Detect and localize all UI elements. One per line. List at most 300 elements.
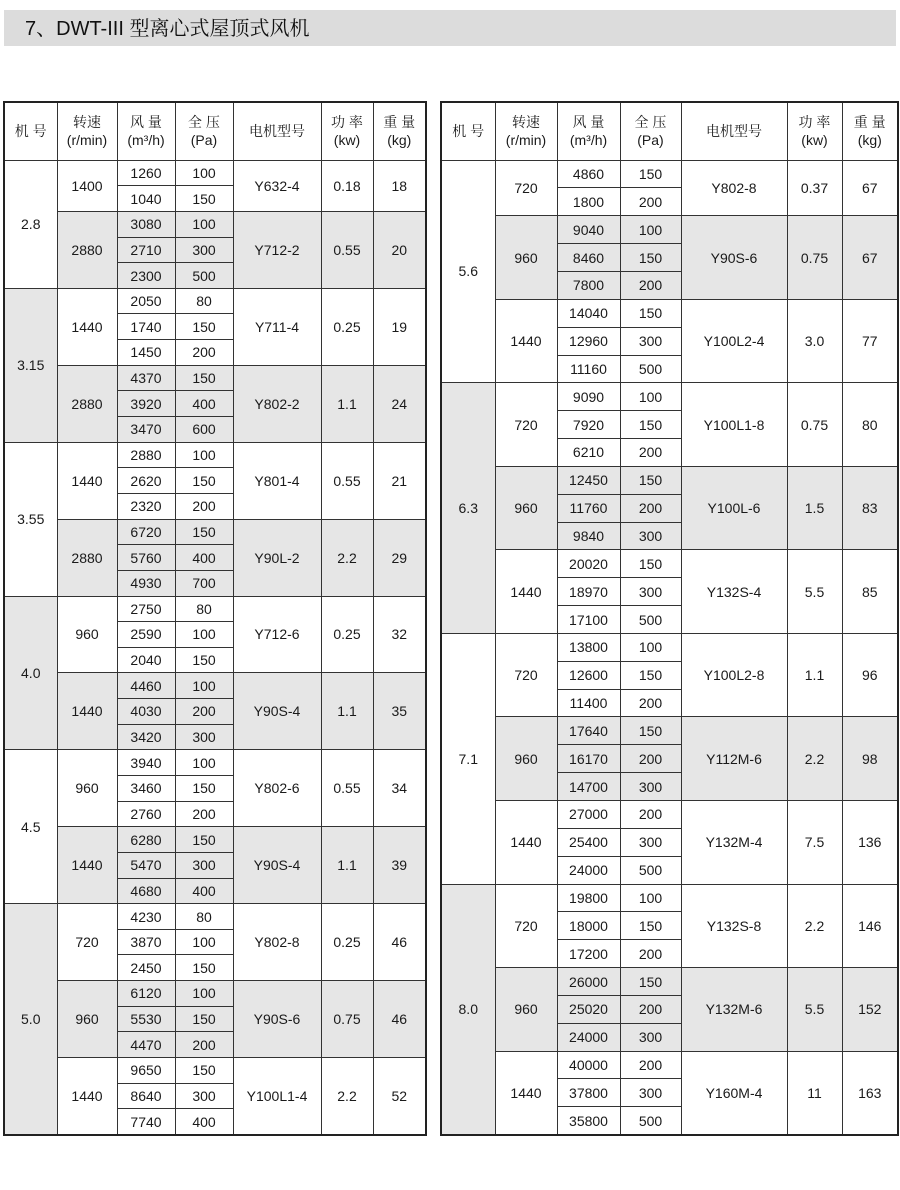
table-row: [4, 750, 426, 776]
flow-cell: 19800: [557, 884, 620, 912]
power-cell: 0.75: [787, 216, 842, 300]
table-row: [441, 1051, 898, 1079]
motor-cell: Y802-2: [233, 365, 321, 442]
weight-cell: 35: [373, 673, 426, 750]
weight-cell: 80: [842, 383, 898, 467]
flow-cell: 25400: [557, 828, 620, 856]
pressure-cell: 400: [175, 391, 233, 417]
flow-cell: 40000: [557, 1051, 620, 1079]
flow-cell: 2880: [117, 442, 175, 468]
flow-cell: 37800: [557, 1079, 620, 1107]
pressure-cell: 150: [175, 365, 233, 391]
right-spec-table: [440, 101, 899, 1136]
weight-cell: 67: [842, 216, 898, 300]
pressure-cell: 200: [175, 340, 233, 366]
header-row: [4, 102, 426, 160]
flow-cell: 3420: [117, 724, 175, 750]
page-title: 7、DWT-III 型离心式屋顶式风机: [25, 18, 310, 40]
header-speed-unit: (r/min): [66, 132, 108, 149]
speed-cell: 720: [495, 383, 557, 467]
weight-cell: 77: [842, 299, 898, 383]
speed-cell: 720: [57, 904, 117, 981]
flow-cell: 4930: [117, 570, 175, 596]
table-row: [441, 633, 898, 661]
motor-cell: Y802-8: [681, 160, 787, 216]
flow-cell: 2590: [117, 622, 175, 648]
flow-cell: 11160: [557, 355, 620, 383]
power-cell: 0.75: [321, 981, 373, 1058]
pressure-cell: 300: [620, 522, 681, 550]
flow-cell: 2760: [117, 801, 175, 827]
flow-cell: 27000: [557, 801, 620, 829]
pressure-cell: 150: [175, 519, 233, 545]
motor-cell: Y160M-4: [681, 1051, 787, 1135]
speed-cell: 1440: [495, 801, 557, 885]
table-row: [4, 519, 426, 545]
motor-cell: Y712-2: [233, 211, 321, 288]
header-flow: [117, 102, 175, 160]
header-model: [441, 102, 495, 160]
flow-cell: 1740: [117, 314, 175, 340]
motor-cell: Y90S-4: [233, 827, 321, 904]
flow-cell: 9040: [557, 216, 620, 244]
pressure-cell: 300: [620, 327, 681, 355]
power-cell: 2.2: [787, 717, 842, 801]
flow-cell: 6120: [117, 981, 175, 1007]
power-cell: 5.5: [787, 968, 842, 1052]
flow-cell: 17200: [557, 940, 620, 968]
power-cell: 1.1: [321, 673, 373, 750]
flow-cell: 9090: [557, 383, 620, 411]
power-cell: 0.55: [321, 442, 373, 519]
motor-cell: Y90S-6: [233, 981, 321, 1058]
header-row: [441, 102, 898, 160]
header-flow-unit: (m³/h): [569, 132, 608, 149]
power-cell: 3.0: [787, 299, 842, 383]
pressure-cell: 100: [175, 750, 233, 776]
model-cell: 5.6: [441, 160, 495, 383]
header-pressure: [175, 102, 233, 160]
pressure-cell: 100: [175, 673, 233, 699]
weight-cell: 67: [842, 160, 898, 216]
speed-cell: 960: [57, 750, 117, 827]
flow-cell: 6720: [117, 519, 175, 545]
flow-cell: 5760: [117, 545, 175, 571]
pressure-cell: 200: [620, 995, 681, 1023]
power-cell: 1.1: [321, 827, 373, 904]
power-cell: 1.1: [321, 365, 373, 442]
pressure-cell: 150: [620, 299, 681, 327]
motor-cell: Y802-8: [233, 904, 321, 981]
flow-cell: 14700: [557, 773, 620, 801]
header-model-label: 机 号: [452, 123, 485, 140]
motor-cell: Y100L-6: [681, 466, 787, 550]
flow-cell: 6210: [557, 439, 620, 467]
table-row: [441, 884, 898, 912]
power-cell: 0.75: [787, 383, 842, 467]
flow-cell: 4230: [117, 904, 175, 930]
power-cell: 1.1: [787, 633, 842, 717]
motor-cell: Y132M-4: [681, 801, 787, 885]
flow-cell: 4860: [557, 160, 620, 188]
weight-cell: 46: [373, 981, 426, 1058]
flow-cell: 35800: [557, 1107, 620, 1135]
power-cell: 0.37: [787, 160, 842, 216]
header-pressure-label: 全 压: [188, 114, 220, 131]
table-row: [4, 981, 426, 1007]
header-weight-label: 重 量: [383, 114, 416, 131]
table-row: [4, 827, 426, 853]
model-cell: 3.55: [4, 442, 57, 596]
pressure-cell: 300: [620, 1079, 681, 1107]
flow-cell: 6280: [117, 827, 175, 853]
header-flow-unit: (m³/h): [127, 132, 165, 149]
pressure-cell: 150: [620, 968, 681, 996]
speed-cell: 2880: [57, 211, 117, 288]
flow-cell: 8640: [117, 1083, 175, 1109]
pressure-cell: 200: [620, 1051, 681, 1079]
speed-cell: 1400: [57, 160, 117, 211]
pressure-cell: 150: [175, 314, 233, 340]
flow-cell: 14040: [557, 299, 620, 327]
pressure-cell: 200: [175, 699, 233, 725]
pressure-cell: 300: [620, 773, 681, 801]
table-row: [441, 550, 898, 578]
speed-cell: 1440: [57, 1058, 117, 1135]
table-row: [441, 801, 898, 829]
title-bar: [4, 10, 896, 46]
motor-cell: Y711-4: [233, 288, 321, 365]
flow-cell: 9840: [557, 522, 620, 550]
table-row: [4, 211, 426, 237]
flow-cell: 11400: [557, 689, 620, 717]
table-row: [4, 596, 426, 622]
pressure-cell: 150: [175, 468, 233, 494]
pressure-cell: 200: [620, 745, 681, 773]
pressure-cell: 300: [175, 1083, 233, 1109]
speed-cell: 1440: [495, 550, 557, 634]
pressure-cell: 150: [620, 717, 681, 745]
speed-cell: 1440: [495, 299, 557, 383]
model-cell: 8.0: [441, 884, 495, 1135]
motor-cell: Y132S-8: [681, 884, 787, 968]
pressure-cell: 200: [175, 1032, 233, 1058]
table-row: [441, 299, 898, 327]
motor-cell: Y112M-6: [681, 717, 787, 801]
weight-cell: 29: [373, 519, 426, 596]
speed-cell: 720: [495, 884, 557, 968]
pressure-cell: 500: [620, 856, 681, 884]
pressure-cell: 100: [620, 884, 681, 912]
header-motor: [233, 102, 321, 160]
flow-cell: 4470: [117, 1032, 175, 1058]
flow-cell: 3460: [117, 776, 175, 802]
flow-cell: 9650: [117, 1058, 175, 1084]
table-row: [441, 968, 898, 996]
flow-cell: 17640: [557, 717, 620, 745]
pressure-cell: 200: [175, 493, 233, 519]
flow-cell: 4460: [117, 673, 175, 699]
model-cell: 6.3: [441, 383, 495, 634]
pressure-cell: 200: [620, 494, 681, 522]
left-spec-table: [3, 101, 427, 1136]
flow-cell: 11760: [557, 494, 620, 522]
flow-cell: 7740: [117, 1109, 175, 1135]
flow-cell: 18970: [557, 578, 620, 606]
table-row: [4, 288, 426, 314]
pressure-cell: 150: [620, 160, 681, 188]
pressure-cell: 400: [175, 878, 233, 904]
flow-cell: 5530: [117, 1006, 175, 1032]
table-row: [441, 383, 898, 411]
pressure-cell: 500: [620, 1107, 681, 1135]
pressure-cell: 150: [620, 661, 681, 689]
power-cell: 1.5: [787, 466, 842, 550]
header-weight: [842, 102, 898, 160]
pressure-cell: 100: [620, 383, 681, 411]
flow-cell: 26000: [557, 968, 620, 996]
table-row: [441, 466, 898, 494]
pressure-cell: 300: [175, 237, 233, 263]
pressure-cell: 300: [175, 724, 233, 750]
power-cell: 0.25: [321, 288, 373, 365]
motor-cell: Y100L1-8: [681, 383, 787, 467]
header-weight-label: 重 量: [853, 114, 886, 131]
pressure-cell: 100: [175, 160, 233, 186]
pressure-cell: 150: [620, 466, 681, 494]
table-row: [4, 365, 426, 391]
flow-cell: 18000: [557, 912, 620, 940]
header-pressure-label: 全 压: [634, 114, 667, 131]
pressure-cell: 80: [175, 904, 233, 930]
header-model-label: 机 号: [14, 123, 47, 140]
header-power: [321, 102, 373, 160]
weight-cell: 52: [373, 1058, 426, 1135]
pressure-cell: 100: [620, 633, 681, 661]
speed-cell: 960: [495, 717, 557, 801]
motor-cell: Y712-6: [233, 596, 321, 673]
header-power: [787, 102, 842, 160]
model-cell: 4.5: [4, 750, 57, 904]
power-cell: 0.25: [321, 904, 373, 981]
pressure-cell: 150: [620, 912, 681, 940]
header-power-unit: (kw): [801, 132, 828, 149]
right-table-container: [440, 101, 899, 1136]
flow-cell: 5470: [117, 852, 175, 878]
pressure-cell: 300: [620, 1023, 681, 1051]
power-cell: 5.5: [787, 550, 842, 634]
flow-cell: 24000: [557, 1023, 620, 1051]
flow-cell: 24000: [557, 856, 620, 884]
flow-cell: 2750: [117, 596, 175, 622]
header-speed-label: 转速: [73, 114, 101, 131]
pressure-cell: 500: [620, 355, 681, 383]
pressure-cell: 150: [620, 244, 681, 272]
pressure-cell: 200: [620, 271, 681, 299]
weight-cell: 96: [842, 633, 898, 717]
pressure-cell: 150: [175, 827, 233, 853]
flow-cell: 4680: [117, 878, 175, 904]
power-cell: 0.25: [321, 596, 373, 673]
header-pressure: [620, 102, 681, 160]
pressure-cell: 100: [175, 622, 233, 648]
pressure-cell: 200: [620, 801, 681, 829]
motor-cell: Y802-6: [233, 750, 321, 827]
header-pressure-unit: (Pa): [637, 132, 664, 149]
flow-cell: 20020: [557, 550, 620, 578]
left-table-container: [3, 101, 427, 1136]
flow-cell: 1040: [117, 186, 175, 212]
speed-cell: 960: [495, 466, 557, 550]
model-cell: 4.0: [4, 596, 57, 750]
header-flow-label: 风 量: [130, 114, 162, 131]
motor-cell: Y132S-4: [681, 550, 787, 634]
header-speed: [57, 102, 117, 160]
table-row: [4, 442, 426, 468]
pressure-cell: 150: [175, 186, 233, 212]
flow-cell: 2450: [117, 955, 175, 981]
power-cell: 0.55: [321, 211, 373, 288]
pressure-cell: 200: [620, 188, 681, 216]
pressure-cell: 400: [175, 1109, 233, 1135]
pressure-cell: 200: [620, 689, 681, 717]
pressure-cell: 200: [620, 940, 681, 968]
flow-cell: 3940: [117, 750, 175, 776]
flow-cell: 25020: [557, 995, 620, 1023]
speed-cell: 720: [495, 160, 557, 216]
pressure-cell: 100: [620, 216, 681, 244]
pressure-cell: 150: [175, 776, 233, 802]
pressure-cell: 100: [175, 211, 233, 237]
motor-cell: Y801-4: [233, 442, 321, 519]
pressure-cell: 80: [175, 596, 233, 622]
speed-cell: 1440: [57, 288, 117, 365]
pressure-cell: 150: [175, 1006, 233, 1032]
header-motor-label: 电机型号: [249, 123, 305, 140]
flow-cell: 3470: [117, 417, 175, 443]
pressure-cell: 150: [620, 411, 681, 439]
header-weight: [373, 102, 426, 160]
speed-cell: 960: [495, 216, 557, 300]
pressure-cell: 500: [175, 263, 233, 289]
motor-cell: Y100L1-4: [233, 1058, 321, 1135]
flow-cell: 16170: [557, 745, 620, 773]
model-cell: 5.0: [4, 904, 57, 1135]
header-pressure-unit: (Pa): [190, 132, 218, 149]
weight-cell: 83: [842, 466, 898, 550]
weight-cell: 19: [373, 288, 426, 365]
table-row: [4, 673, 426, 699]
pressure-cell: 300: [620, 578, 681, 606]
speed-cell: 960: [57, 981, 117, 1058]
model-cell: 2.8: [4, 160, 57, 288]
flow-cell: 3080: [117, 211, 175, 237]
table-row: [441, 160, 898, 188]
header-flow-label: 风 量: [572, 114, 605, 131]
flow-cell: 1260: [117, 160, 175, 186]
weight-cell: 146: [842, 884, 898, 968]
motor-cell: Y90S-6: [681, 216, 787, 300]
speed-cell: 2880: [57, 365, 117, 442]
flow-cell: 3870: [117, 929, 175, 955]
pressure-cell: 200: [175, 801, 233, 827]
power-cell: 0.55: [321, 750, 373, 827]
pressure-cell: 700: [175, 570, 233, 596]
motor-cell: Y132M-6: [681, 968, 787, 1052]
motor-cell: Y90L-2: [233, 519, 321, 596]
header-weight-unit: (kg): [387, 132, 412, 149]
pressure-cell: 200: [620, 439, 681, 467]
speed-cell: 960: [57, 596, 117, 673]
flow-cell: 17100: [557, 606, 620, 634]
speed-cell: 720: [495, 633, 557, 717]
flow-cell: 4370: [117, 365, 175, 391]
flow-cell: 2040: [117, 647, 175, 673]
pressure-cell: 300: [175, 852, 233, 878]
flow-cell: 1800: [557, 188, 620, 216]
flow-cell: 12960: [557, 327, 620, 355]
pressure-cell: 600: [175, 417, 233, 443]
model-cell: 3.15: [4, 288, 57, 442]
power-cell: 2.2: [321, 519, 373, 596]
flow-cell: 7800: [557, 271, 620, 299]
model-cell: 7.1: [441, 633, 495, 884]
flow-cell: 4030: [117, 699, 175, 725]
weight-cell: 85: [842, 550, 898, 634]
header-speed-unit: (r/min): [505, 132, 547, 149]
pressure-cell: 400: [175, 545, 233, 571]
flow-cell: 2320: [117, 493, 175, 519]
weight-cell: 136: [842, 801, 898, 885]
speed-cell: 2880: [57, 519, 117, 596]
motor-cell: Y90S-4: [233, 673, 321, 750]
speed-cell: 1440: [495, 1051, 557, 1135]
weight-cell: 24: [373, 365, 426, 442]
header-model: [4, 102, 57, 160]
pressure-cell: 100: [175, 442, 233, 468]
pressure-cell: 100: [175, 981, 233, 1007]
header-power-label: 功 率: [331, 114, 363, 131]
weight-cell: 46: [373, 904, 426, 981]
table-row: [441, 717, 898, 745]
table-row: [4, 904, 426, 930]
weight-cell: 98: [842, 717, 898, 801]
flow-cell: 7920: [557, 411, 620, 439]
pressure-cell: 500: [620, 606, 681, 634]
flow-cell: 8460: [557, 244, 620, 272]
weight-cell: 163: [842, 1051, 898, 1135]
flow-cell: 12450: [557, 466, 620, 494]
header-power-unit: (kw): [333, 132, 361, 149]
weight-cell: 32: [373, 596, 426, 673]
flow-cell: 13800: [557, 633, 620, 661]
weight-cell: 39: [373, 827, 426, 904]
speed-cell: 1440: [57, 442, 117, 519]
power-cell: 2.2: [787, 884, 842, 968]
pressure-cell: 150: [175, 955, 233, 981]
flow-cell: 2300: [117, 263, 175, 289]
header-power-label: 功 率: [798, 114, 831, 131]
header-speed-label: 转速: [512, 114, 540, 131]
header-speed: [495, 102, 557, 160]
motor-cell: Y100L2-4: [681, 299, 787, 383]
flow-cell: 12600: [557, 661, 620, 689]
speed-cell: 1440: [57, 673, 117, 750]
pressure-cell: 150: [175, 1058, 233, 1084]
flow-cell: 1450: [117, 340, 175, 366]
flow-cell: 2620: [117, 468, 175, 494]
weight-cell: 18: [373, 160, 426, 211]
